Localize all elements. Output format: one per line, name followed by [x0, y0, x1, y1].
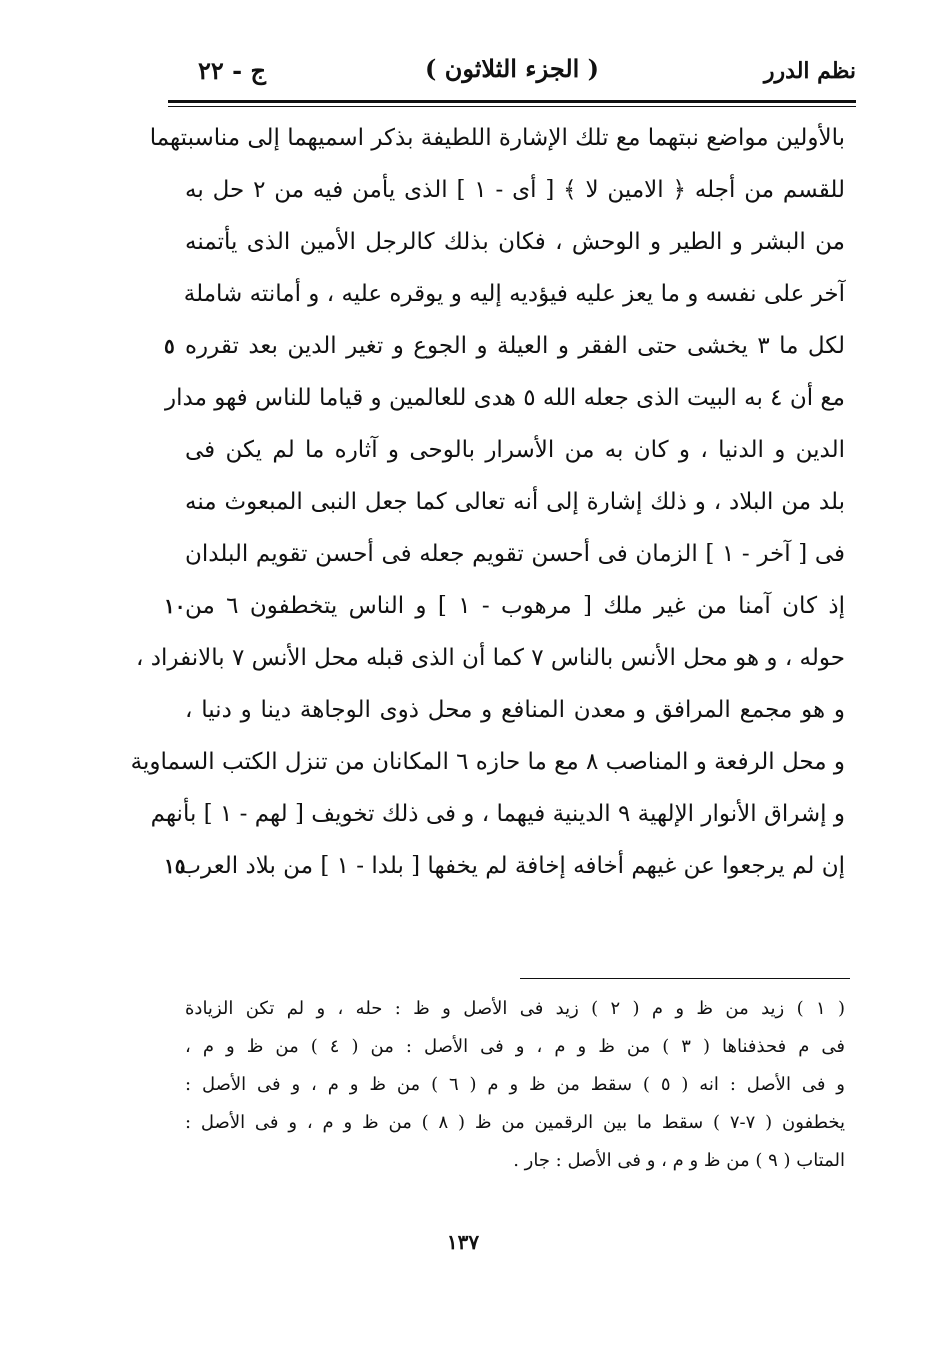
text-line: لكل ما ٣ يخشى حتى الفقر و العيلة و الجوع و تغير الدين بعد تقرره [185, 333, 846, 359]
footnote-line: المتاب ( ٩ ) من ظ و م ، و فى الأصل : جار . [513, 1150, 845, 1171]
page-header [168, 48, 856, 96]
text-line: بالأولين مواضع نبتهما مع تلك الإشارة اللطيفة بذكر اسميهما إلى مناسبتهما [149, 125, 845, 151]
footnote-line: يخطفون ( ٧-٧ ) سقط ما بين الرقمين من ظ ( ٨ ) من ظ و م ، و فى الأصل : [185, 1112, 846, 1133]
part-title: ( الجزء الثلاثون ) [424, 54, 600, 83]
text-line: من البشر و الطير و الوحش ، فكان بذلك كالرجل الأمين الذى يأتمنه [185, 229, 845, 255]
text-line: و محل الرفعة و المناصب ٨ مع ما حازه ٦ المكانان من تنزل الكتب السماوية [130, 749, 845, 775]
text-line: إن لم يرجعوا عن غيهم أخافه إخافة لم يخفها [ بلدا - ١ ] من بلاد العرب [179, 853, 845, 879]
text-line: إذ كان آمنا من غير ملك [ مرهوب - ١ ] و الناس يتخطفون ٦ من [185, 593, 845, 619]
text-line: آخر على نفسه و ما يعز عليه فيؤديه إليه و يوقره عليه ، و أمانته شاملة [183, 281, 845, 307]
header-rule-thin [168, 106, 856, 107]
text-line: و إشراق الأنوار الإلهية ٩ الدينية فيهما ، و فى ذلك تخويف [ لهم - ١ ] بأنهم [150, 801, 845, 827]
volume-label: ج - ٢٢ [198, 56, 266, 85]
footnote-line: ( ١ ) زيد من ظ و م ( ٢ ) زيد فى الأصل و ظ : حله ، و لم تكن الزيادة [185, 998, 846, 1019]
header-rule-thick [168, 100, 856, 103]
text-line: فى [ آخر - ١ ] الزمان فى أحسن تقويم جعله فى أحسن تقويم البلدان [185, 541, 845, 567]
margin-line-number: ٥ [164, 334, 175, 358]
text-line: حوله ، و هو محل الأنس بالناس ٧ كما أن الذى قبله محل الأنس ٧ بالانفراد ، [136, 645, 845, 671]
text-line: الدين و الدنيا ، و كان به من الأسرار بالوحى و آثاره ما لم يكن فى [185, 437, 845, 463]
text-line: بلد من البلاد ، و ذلك إشارة إلى أنه تعالى كما جعل النبى المبعوث منه [185, 489, 845, 515]
footnote-line: فى م فحذفناها ( ٣ ) من ظ و م ، و فى الأصل : من ( ٤ ) من ظ و م ، [185, 1036, 845, 1057]
footnote-line: و فى الأصل : انه ( ٥ ) سقط من ظ و م ( ٦ ) من ظ و م ، و فى الأصل : [185, 1074, 845, 1095]
text-line: للقسم من أجله ﴿ الامين لا ﴾ [ أى - ١ ] الذى يأمن فيه من ٢ حل به [185, 177, 845, 203]
text-line: و هو مجمع المرافق و معدن المنافع و محل ذوى الوجاهة دينا و دنيا ، [185, 697, 845, 723]
text-line: مع أن ٤ به البيت الذى جعله الله ٥ هدى للعالمين و قياما للناس فهو مدار [165, 385, 845, 411]
margin-line-number: ١٥ [164, 854, 186, 878]
book-title: نظم الدرر [763, 58, 856, 84]
margin-line-number: ١٠ [164, 594, 186, 618]
footnotes [185, 990, 845, 1180]
page-number: ١٣٧ [446, 1230, 480, 1254]
footnote-rule [520, 978, 850, 979]
